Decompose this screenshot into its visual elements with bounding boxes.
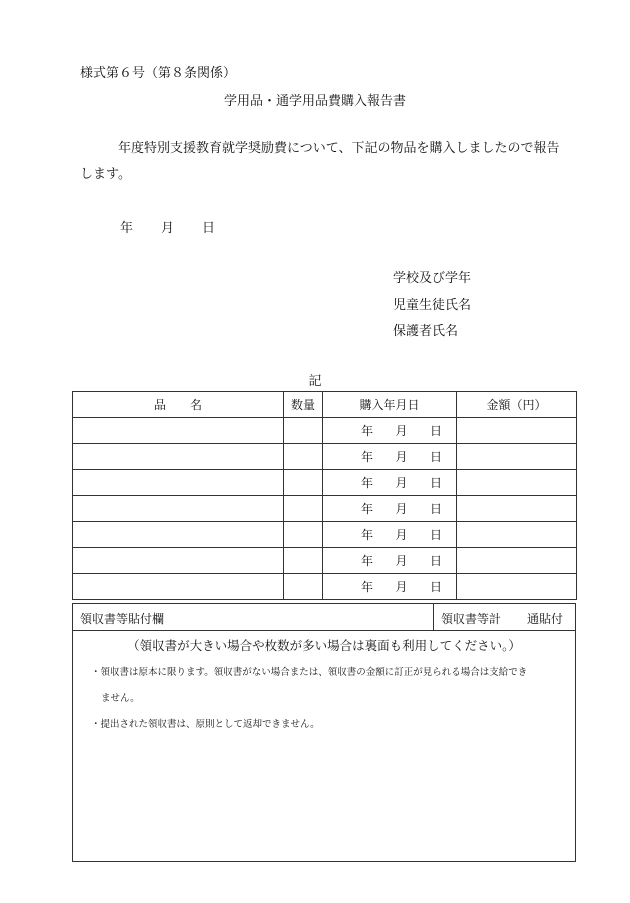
amount-cell[interactable] bbox=[457, 548, 577, 574]
header-purchase-date: 購入年月日 bbox=[323, 392, 457, 418]
items-table bbox=[72, 391, 577, 600]
date-month: 月 bbox=[161, 221, 175, 236]
name-cell[interactable] bbox=[73, 522, 284, 548]
intro-text-line2: します。 bbox=[80, 167, 131, 182]
qty-cell[interactable] bbox=[284, 444, 323, 470]
date-cell bbox=[323, 548, 457, 574]
row-month: 月 bbox=[395, 502, 408, 516]
header-item-name: 品 名 bbox=[73, 392, 284, 418]
receipt-total-label: 領収書等計 bbox=[441, 612, 502, 626]
name-cell[interactable] bbox=[73, 496, 284, 522]
amount-cell[interactable] bbox=[457, 574, 577, 600]
amount-cell[interactable] bbox=[457, 522, 577, 548]
form-number: 様式第６号（第８条関係） bbox=[80, 66, 237, 81]
row-day: 日 bbox=[429, 476, 442, 490]
date-cell bbox=[323, 444, 457, 470]
table-row bbox=[73, 418, 577, 444]
row-month: 月 bbox=[395, 450, 408, 464]
row-day: 日 bbox=[429, 450, 442, 464]
row-year: 年 bbox=[361, 476, 374, 490]
school-grade-label: 学校及び学年 bbox=[393, 271, 472, 286]
date-cell bbox=[323, 574, 457, 600]
receipt-paren-note: （領収書が大きい場合や枚数が多い場合は裏面も利用してください。） bbox=[127, 638, 521, 653]
ki-heading: 記 bbox=[308, 374, 322, 389]
qty-cell[interactable] bbox=[284, 522, 323, 548]
table-row bbox=[73, 522, 577, 548]
receipt-attachment-area bbox=[72, 603, 576, 862]
table-row bbox=[73, 548, 577, 574]
page-title: 学用品・通学用品費購入報告書 bbox=[223, 94, 406, 109]
receipt-note1-line1: ・領収書は原本に限ります。領収書がない場合または、領収書の金額に訂正が見られる場合は支給でき bbox=[91, 667, 528, 678]
table-header-row bbox=[73, 392, 577, 418]
receipt-header-row bbox=[73, 604, 575, 631]
name-cell[interactable] bbox=[73, 444, 284, 470]
qty-cell[interactable] bbox=[284, 496, 323, 522]
table-row bbox=[73, 470, 577, 496]
header-quantity: 数量 bbox=[284, 392, 323, 418]
date-cell bbox=[323, 470, 457, 496]
qty-cell[interactable] bbox=[284, 470, 323, 496]
row-day: 日 bbox=[429, 424, 442, 438]
row-year: 年 bbox=[361, 502, 374, 516]
row-month: 月 bbox=[395, 554, 408, 568]
receipt-count-label: 通貼付 bbox=[527, 612, 564, 626]
amount-cell[interactable] bbox=[457, 496, 577, 522]
date-cell bbox=[323, 496, 457, 522]
receipt-divider bbox=[433, 604, 434, 630]
row-month: 月 bbox=[395, 580, 408, 594]
row-year: 年 bbox=[361, 554, 374, 568]
report-date bbox=[120, 217, 215, 236]
row-year: 年 bbox=[361, 424, 374, 438]
table-row bbox=[73, 496, 577, 522]
receipt-attach-label: 領収書等貼付欄 bbox=[80, 612, 165, 626]
row-year: 年 bbox=[361, 528, 374, 542]
amount-cell[interactable] bbox=[457, 444, 577, 470]
name-cell[interactable] bbox=[73, 418, 284, 444]
table-row bbox=[73, 444, 577, 470]
row-day: 日 bbox=[429, 580, 442, 594]
receipt-note2: ・提出された領収書は、原則として返却できません。 bbox=[91, 719, 320, 730]
row-year: 年 bbox=[361, 450, 374, 464]
date-cell bbox=[323, 418, 457, 444]
name-cell[interactable] bbox=[73, 548, 284, 574]
amount-cell[interactable] bbox=[457, 470, 577, 496]
row-day: 日 bbox=[429, 554, 442, 568]
receipt-note1-line2: ません。 bbox=[101, 693, 140, 704]
row-year: 年 bbox=[361, 580, 374, 594]
student-name-label: 児童生徒氏名 bbox=[393, 298, 472, 313]
guardian-name-label: 保護者氏名 bbox=[393, 324, 459, 339]
qty-cell[interactable] bbox=[284, 418, 323, 444]
row-month: 月 bbox=[395, 528, 408, 542]
amount-cell[interactable] bbox=[457, 418, 577, 444]
table-row bbox=[73, 574, 577, 600]
row-day: 日 bbox=[429, 502, 442, 516]
row-day: 日 bbox=[429, 528, 442, 542]
header-amount: 金額（円） bbox=[457, 392, 577, 418]
row-month: 月 bbox=[395, 476, 408, 490]
intro-text-line1: 年度特別支援教育就学奨励費について、下記の物品を購入しましたので報告 bbox=[118, 141, 560, 156]
date-year: 年 bbox=[120, 221, 134, 236]
name-cell[interactable] bbox=[73, 470, 284, 496]
date-day: 日 bbox=[202, 221, 216, 236]
date-cell bbox=[323, 522, 457, 548]
qty-cell[interactable] bbox=[284, 548, 323, 574]
row-month: 月 bbox=[395, 424, 408, 438]
qty-cell[interactable] bbox=[284, 574, 323, 600]
name-cell[interactable] bbox=[73, 574, 284, 600]
